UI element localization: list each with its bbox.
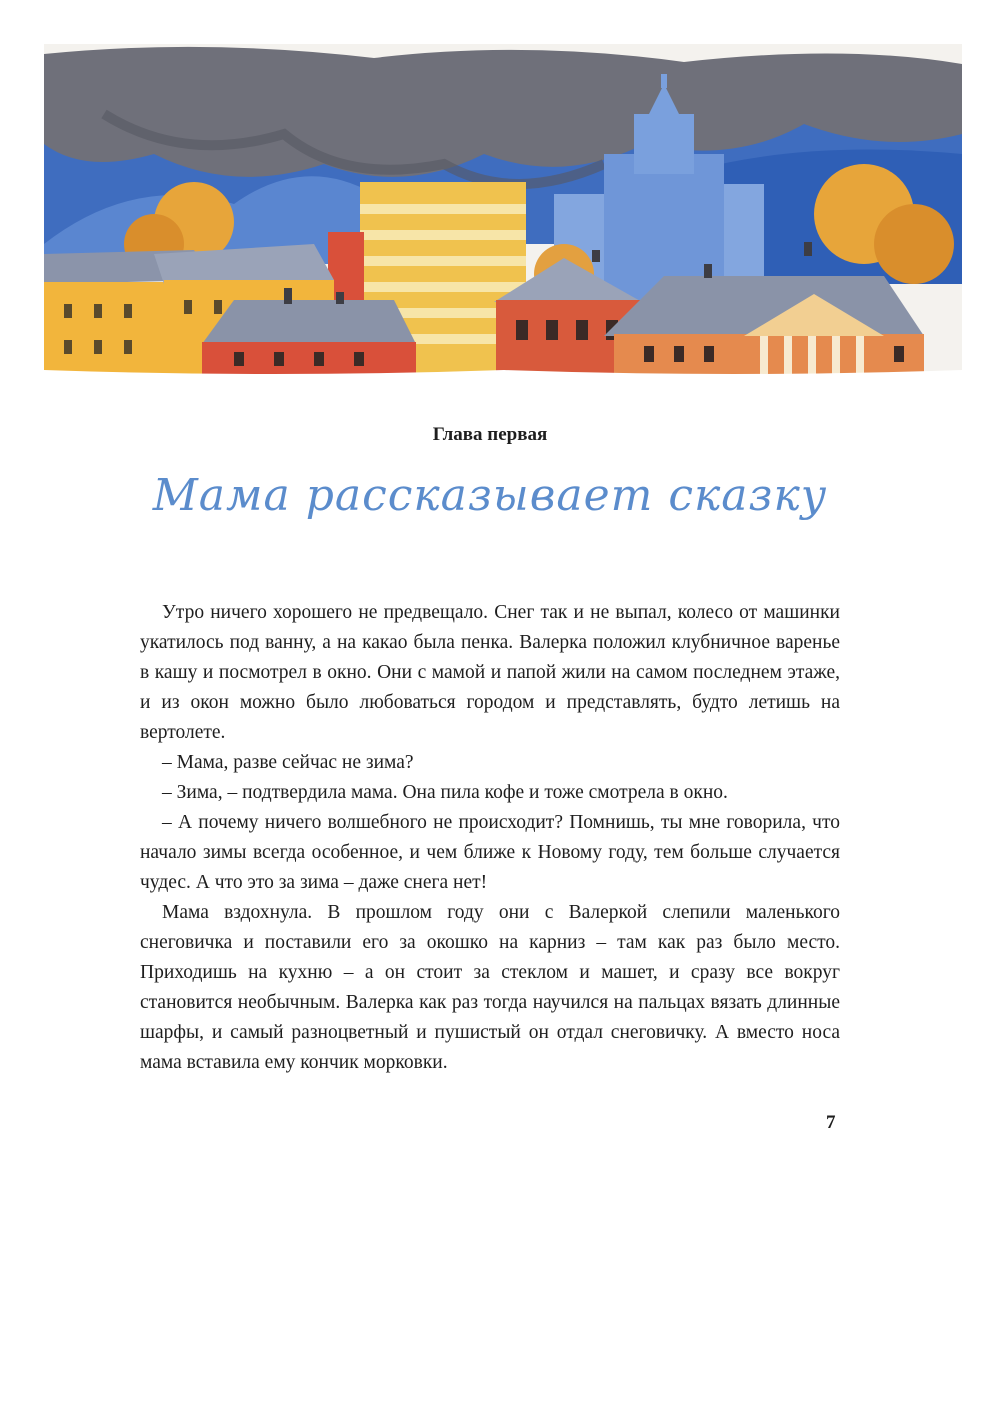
paragraph: – А почему ничего волшебного не происходит? Помнишь, ты мне говорила, что начало зимы всегда особенное, и чем ближе к Новому году, тем больше случается чудес. А что это за зима – даже снега нет! (140, 812, 840, 893)
paragraph: Мама вздохнула. В прошлом году они с Валеркой слепили маленького снеговичка и поставили его за окошко на карниз – там как раз было место. Приходишь на кухню – а он стоит за стеклом и машет, и сразу все вокруг становится необычным. Валерка как раз тогда научился на пальцах вязать длинные шарфы, и самый разноцветный и пушистый он отдал снеговичку. А вместо носа мама вставила ему кончик морковки. (140, 902, 840, 1073)
chapter-body (140, 598, 840, 1078)
paragraph: – Мама, разве сейчас не зима? (162, 752, 414, 773)
chapter-label: Глава первая (432, 424, 548, 445)
paragraph: Утро ничего хорошего не предвещало. Снег так и не выпал, колесо от машинки укатилось под ванну, а на какао была пенка. Валерка положил клубничное варенье в кашу и посмотрел в окно. Они с мамой и папой жили на самом последнем этаже, и из окон можно было любоваться городом и представлять, будто летишь на вертолете. (140, 602, 840, 743)
paragraph: – Зима, – подтвердила мама. Она пила кофе и тоже смотрела в окно. (162, 782, 728, 803)
city-skyline-drawing (44, 44, 962, 376)
city-illustration (44, 44, 962, 376)
page-number: 7 (826, 1112, 836, 1133)
chapter-title: Мама рассказывает сказку (152, 470, 828, 521)
